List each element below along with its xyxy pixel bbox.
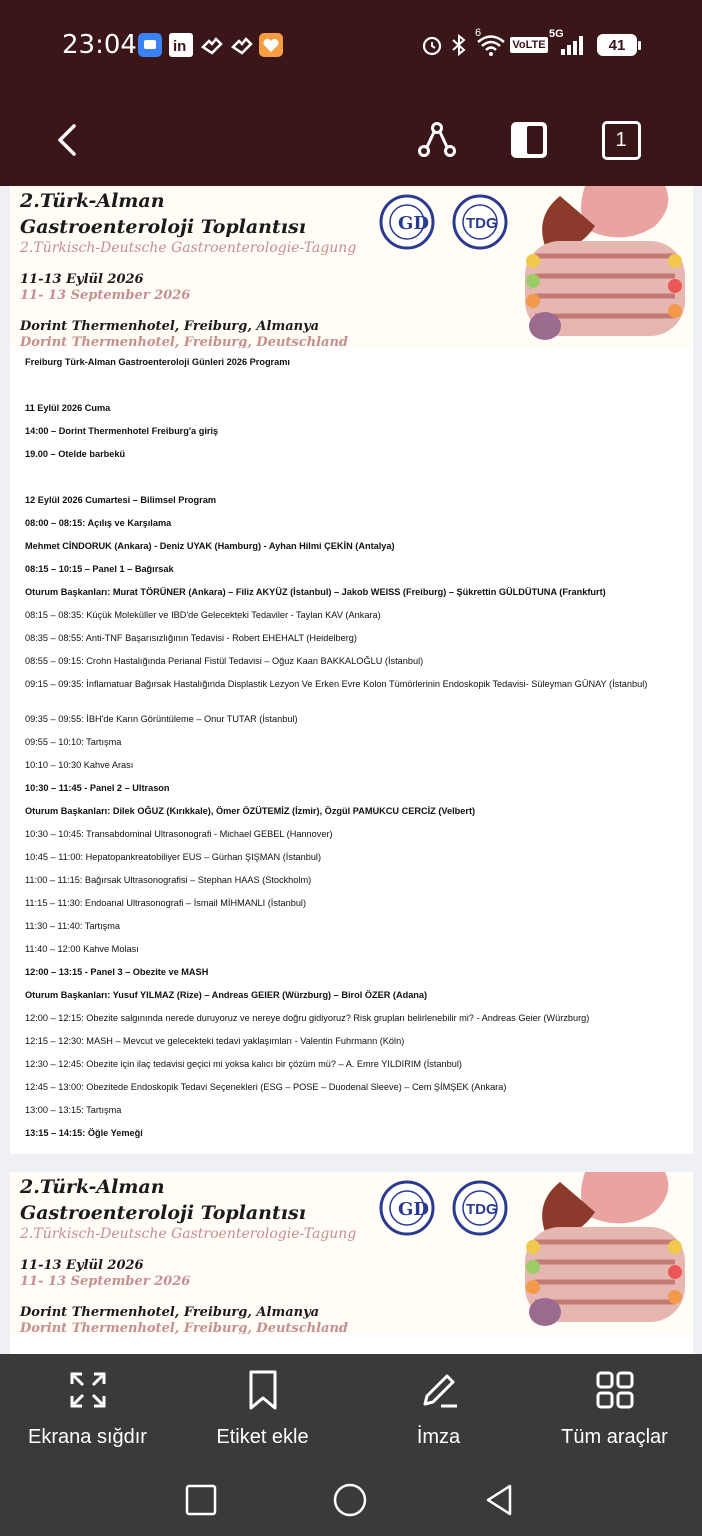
program-line: 10:30 – 10:45: Transabdominal Ultrasonografi - Michael GEBEL (Hannover) <box>25 829 333 839</box>
banner-date-en: 11- 13 September 2026 <box>20 288 191 303</box>
network-type: 5G <box>549 28 564 40</box>
program-line: 08:35 – 08:55: Anti-TNF Başarısızlığının Tedavisi - Robert EHEHALT (Heidelberg) <box>25 633 357 643</box>
grid-icon <box>593 1368 637 1412</box>
app-notification-icon <box>137 33 163 57</box>
back-button[interactable] <box>40 112 96 168</box>
program-line: 08:55 – 09:15: Crohn Hastalığında Perianal Fistül Tedavisi – Oğuz Kaan BAKKALOĞLU (İstanbul) <box>25 656 424 666</box>
banner-date-tr: 11-13 Eylül 2026 <box>20 272 144 287</box>
program-line: Mehmet CİNDORUK (Ankara) - Deniz UYAK (Hamburg) - Ayhan Hilmi ÇEKİN (Antalya) <box>25 541 395 551</box>
svg-text:GD: GD <box>398 1199 429 1220</box>
app-toolbar <box>0 92 702 186</box>
heart-app-icon <box>258 33 284 57</box>
view-mode-button[interactable] <box>501 112 557 168</box>
home-button[interactable] <box>332 1482 368 1518</box>
program-line: 09:55 – 10:10: Tartışma <box>25 737 122 747</box>
bottom-toolbar <box>0 1354 702 1466</box>
signal-icon <box>549 28 589 57</box>
recents-button[interactable] <box>183 1482 219 1518</box>
battery-icon <box>596 33 642 57</box>
add-bookmark-label: Etiket ekle <box>216 1426 309 1448</box>
tdg-logo <box>448 194 512 250</box>
header-banner-2 <box>10 1172 693 1334</box>
program-line: 12:00 – 13:15 - Panel 3 – Obezite ve MASH <box>25 967 209 977</box>
program-line: 08:15 – 10:15 – Panel 1 – Bağırsak <box>25 564 174 574</box>
program-line: 13:00 – 13:15: Tartışma <box>25 1105 122 1115</box>
banner-date-en: 11- 13 September 2026 <box>20 1274 191 1289</box>
digestive-system-illustration <box>515 1172 693 1334</box>
svg-text:GD: GD <box>398 213 429 234</box>
program-line: 12:45 – 13:00: Obezitede Endoskopik Tedavi Seçenekleri (ESG – POSE – Duodenal Sleeve) – Cem ŞİMŞEK (Ankara) <box>25 1082 507 1092</box>
program-line: 12:30 – 12:45: Obezite için ilaç tedavisi geçici mi yoksa kalıcı bir çözüm mü? – A. Emre YILDIRIM (İstanbul) <box>25 1059 462 1069</box>
program-line: Oturum Başkanları: Dilek OĞUZ (Kırıkkale), Ömer ÖZÜTEMİZ (İzmir), Özgül PAMUKCU CERCİZ (Velbert) <box>25 806 476 816</box>
all-tools-button[interactable] <box>527 1354 702 1466</box>
clock: 23:04 <box>62 30 137 60</box>
back-icon <box>48 120 88 160</box>
program-line: 13:15 – 14:15: Öğle Yemeği <box>25 1128 143 1138</box>
linkedin-icon <box>168 33 194 57</box>
tgd-logo <box>375 1180 439 1236</box>
program-line: 11:30 – 11:40: Tartışma <box>25 921 120 931</box>
header-banner <box>10 186 693 348</box>
share-icon <box>415 118 459 162</box>
pdf-page-2 <box>10 1172 693 1354</box>
program-line: 19.00 – Otelde barbekü <box>25 449 126 459</box>
program-line: Oturum Başkanları: Murat TÖRÜNER (Ankara) – Filiz AKYÜZ (İstanbul) – Jakob WEISS (Freiburg) – Şükrettin GÜLDÜTUNA (Frankfurt) <box>25 587 606 597</box>
share-button[interactable] <box>409 112 465 168</box>
banner-title-1: 2.Türk-Alman <box>20 1176 165 1198</box>
program-line: 11:00 – 11:15: Bağırsak Ultrasonografisi – Stephan HAAS (Stockholm) <box>25 875 312 885</box>
banner-venue-de: Dorint Thermenhotel, Freiburg, Deutschland <box>20 1321 349 1334</box>
battery-level: 41 <box>597 34 637 56</box>
banner-title-1: 2.Türk-Alman <box>20 190 165 212</box>
banner-subtitle: 2.Türkisch-Deutsche Gastroenterologie-Tagung <box>20 1226 357 1242</box>
svg-text:TDG: TDG <box>466 1201 498 1218</box>
page-count: 1 <box>602 121 641 160</box>
digestive-system-illustration <box>515 186 693 348</box>
banner-title-2: Gastroenteroloji Toplantısı <box>20 216 306 238</box>
program-line: 10:30 – 11:45 - Panel 2 – Ultrason <box>25 783 170 793</box>
pen-icon <box>417 1368 461 1412</box>
wifi-badge: 6 <box>475 27 482 39</box>
program-line: 12:15 – 12:30: MASH – Mevcut ve gelecekteki tedavi yaklaşımları - Valentin Fuhrmann (Köln) <box>25 1036 405 1046</box>
health-app-icon <box>199 33 225 57</box>
tgd-logo <box>375 194 439 250</box>
wifi-icon <box>475 27 507 57</box>
volte-label: VoLTE <box>512 39 546 51</box>
fit-screen-button[interactable] <box>0 1354 175 1466</box>
program-line: 14:00 – Dorint Thermenhotel Freiburg'a giriş <box>25 426 219 436</box>
program-line: 11 Eylül 2026 Cuma <box>25 403 111 413</box>
all-tools-label: Tüm araçlar <box>561 1426 668 1448</box>
program-line: Oturum Başkanları: Yusuf YILMAZ (Rize) – Andreas GEIER (Würzburg) – Birol ÖZER (Adana) <box>25 990 428 1000</box>
view-mode-icon <box>509 120 549 160</box>
program-line: 11:40 – 12:00 Kahve Molası <box>25 944 139 954</box>
system-nav-bar <box>0 1466 702 1536</box>
program-line: 08:00 – 08:15: Açılış ve Karşılama <box>25 518 172 528</box>
svg-text:TDG: TDG <box>466 215 498 232</box>
program-line: 09:35 – 09:55: İBH'de Karın Görüntüleme – Onur TUTAR (İstanbul) <box>25 714 298 724</box>
back-nav-button[interactable] <box>482 1482 518 1518</box>
banner-subtitle: 2.Türkisch-Deutsche Gastroenterologie-Tagung <box>20 240 357 256</box>
banner-venue-tr: Dorint Thermenhotel, Freiburg, Almanya <box>20 1305 320 1320</box>
banner-date-tr: 11-13 Eylül 2026 <box>20 1258 144 1273</box>
program-line: 12:00 – 12:15: Obezite salgınında nerede duruyoruz ve nereye doğru gidiyoruz? Risk grupları belirlenebilir mi? - Andreas Geier (Würzburg) <box>25 1013 590 1023</box>
tdg-logo <box>448 1180 512 1236</box>
pdf-page-1 <box>10 186 693 1154</box>
status-bar <box>0 0 702 92</box>
alarm-icon <box>419 33 445 57</box>
program-line: Freiburg Türk-Alman Gastroenteroloji Günleri 2026 Programı <box>25 357 290 367</box>
svg-text:in: in <box>173 38 187 55</box>
program-line: 11:15 – 11:30: Endoanal Ultrasonografi – İsmail MİHMANLI (İstanbul) <box>25 898 307 908</box>
program-line: 10:45 – 11:00: Hepatopankreatobiliyer EUS – Gürhan ŞIŞMAN (İstanbul) <box>25 852 322 862</box>
program-line: 09:15 – 09:35: İnflamatuar Bağırsak Hastalığında Displastik Lezyon Ve Erken Evre Kolon Tümörlerinin Endoskopik Tedavisi- Süleyman GÜNAY (İstanbul) <box>25 679 648 689</box>
banner-venue-tr: Dorint Thermenhotel, Freiburg, Almanya <box>20 319 320 334</box>
fit-screen-label: Ekrana sığdır <box>28 1426 147 1448</box>
volte-icon <box>512 33 546 57</box>
page-count-button[interactable] <box>593 112 649 168</box>
banner-venue-de: Dorint Thermenhotel, Freiburg, Deutschland <box>20 335 349 348</box>
fit-screen-icon <box>66 1368 110 1412</box>
bluetooth-icon <box>448 33 470 57</box>
program-line: 08:15 – 08:35: Küçük Moleküller ve IBD'de Gelecekteki Tedaviler - Taylan KAV (Ankara) <box>25 610 381 620</box>
bookmark-icon <box>241 1368 285 1412</box>
add-bookmark-button[interactable] <box>175 1354 350 1466</box>
signature-label: İmza <box>416 1426 461 1448</box>
signature-button[interactable] <box>351 1354 526 1466</box>
program-line: 12 Eylül 2026 Cumartesi – Bilimsel Program <box>25 495 216 505</box>
program-line: 10:10 – 10:30 Kahve Arası <box>25 760 134 770</box>
pdf-viewer[interactable] <box>0 186 702 1354</box>
banner-title-2: Gastroenteroloji Toplantısı <box>20 1202 306 1224</box>
health-app-icon-2 <box>229 33 255 57</box>
